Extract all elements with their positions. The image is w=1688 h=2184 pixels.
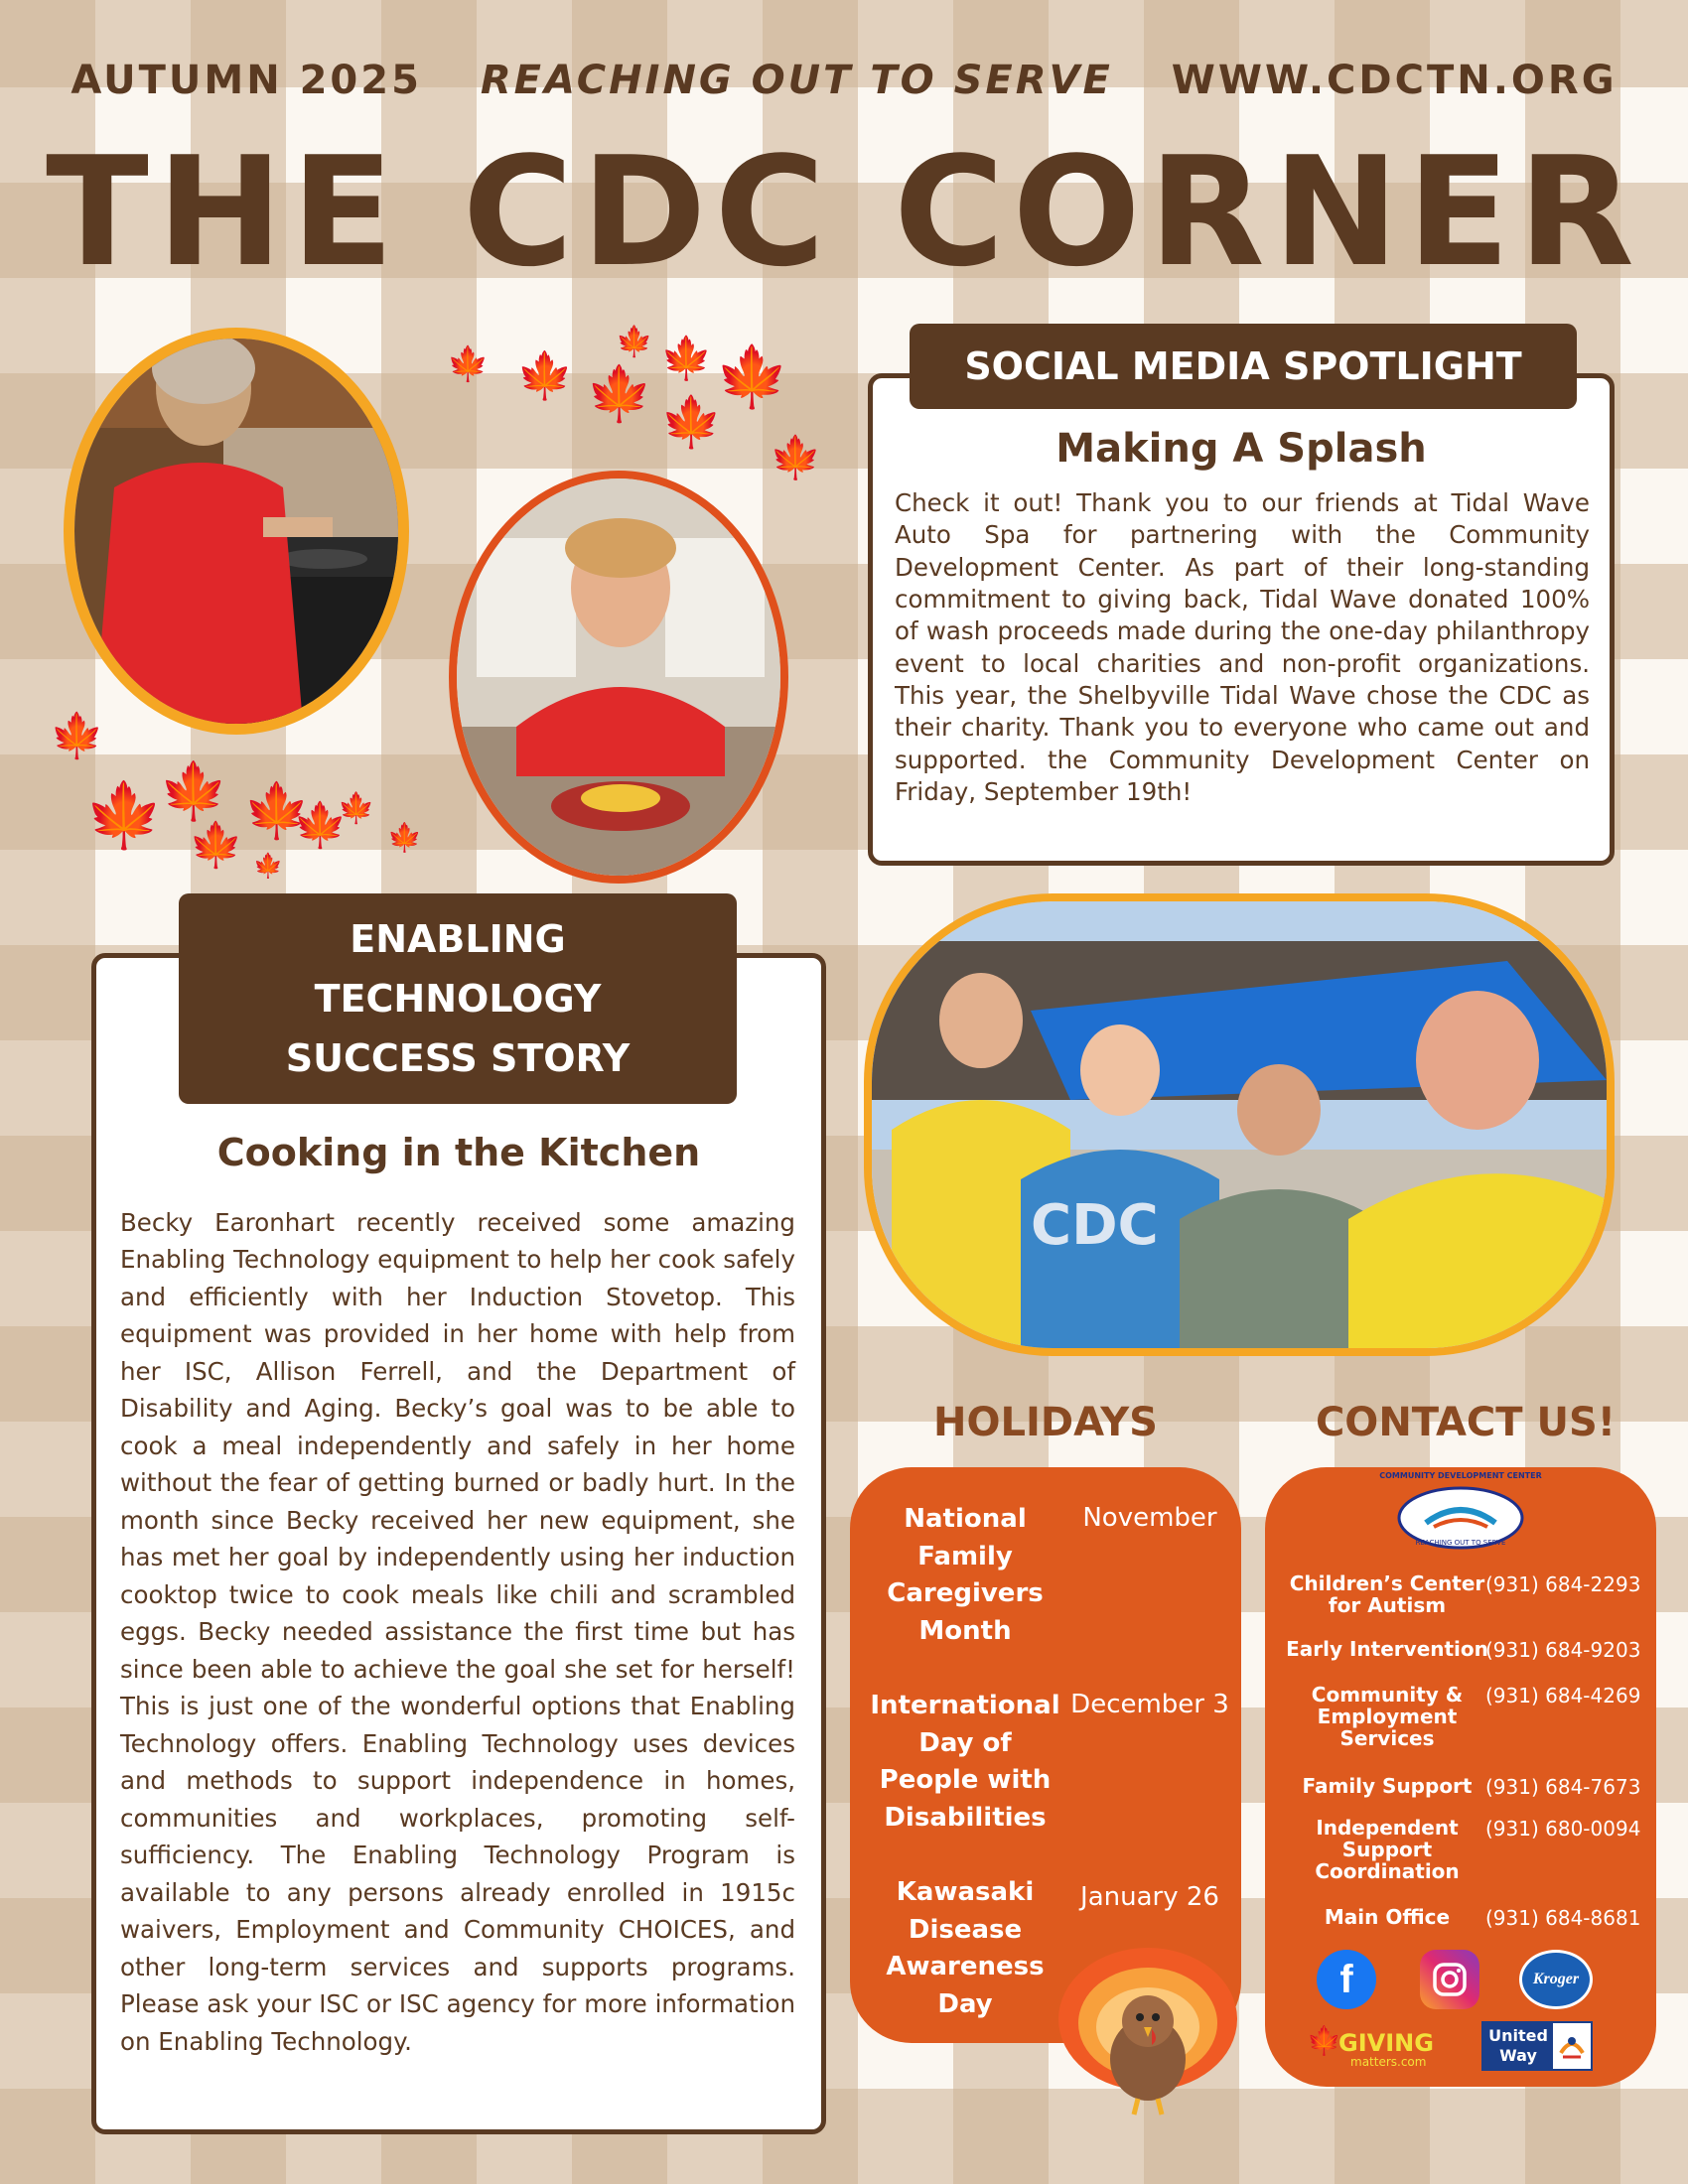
contact-name: Family Support <box>1302 1774 1473 1798</box>
photo-cooking <box>64 328 409 735</box>
holiday-name: International Day of People with Disabilities <box>870 1691 1060 1834</box>
maple-leaf-icon: 🍁 <box>586 362 653 425</box>
holidays-heading: HOLIDAYS <box>933 1400 1158 1445</box>
maple-leaf-icon: 🍁 <box>50 711 104 761</box>
contact-phone[interactable]: (931) 684-8681 <box>1485 1906 1641 1930</box>
contact-phone[interactable]: (931) 684-2293 <box>1485 1572 1641 1596</box>
maple-leaf-icon: 🍁 <box>338 791 375 826</box>
maple-leaf-icon: 🍁 <box>159 759 228 824</box>
social-spotlight-box <box>868 373 1615 866</box>
photo-group <box>864 893 1615 1356</box>
story-label-line2: TECHNOLOGY <box>314 977 602 1021</box>
instagram-icon[interactable] <box>1420 1950 1479 2009</box>
contact-name: Main Office <box>1324 1905 1451 1929</box>
maple-leaf-icon: 🍁 <box>253 852 283 880</box>
social-label: SOCIAL MEDIA SPOTLIGHT <box>910 324 1577 409</box>
logo-text: COMMUNITY DEVELOPMENT CENTER <box>1379 1471 1542 1480</box>
story-box <box>91 953 826 2134</box>
story-body: Becky Earonhart recently received some amazing Enabling Technology equipment to help her cook safely and efficiently with her Induction Stovetop. This equipment was provided in her home with help from her ISC, Allison Ferrell, and the Department of Disability and Aging. Becky’s goal was to be able to cook a meal independently and safely in her home without the fear of getting burned or badly hurt. In the month since Becky received her new equipment, she has met her goal by independently using her induction cooktop twice to cook meals like chili and scrambled eggs. Becky needed assistance the first time but has since been able to achieve the goal she set for herself! This is just one of the wonderful options that Enabling Technology offers. Enabling Technology uses devices and methods to support independence in homes, communities and workplaces, promoting self-sufficiency. The Enabling Technology Program is available to any persons already enrolled in 1915c waivers, Employment and Community CHOICES, and other long-term services and supports programs. Please ask your ISC or ISC agency for more information on Enabling Technology. <box>120 1208 795 2056</box>
giving-leaf-icon: 🍁 <box>1307 2024 1341 2057</box>
contact-name: Children’s Center for Autism <box>1289 1571 1485 1617</box>
contact-name: Community & Employment Services <box>1311 1683 1464 1750</box>
contact-heading: CONTACT US! <box>1315 1400 1617 1445</box>
story-label <box>179 893 737 1104</box>
united-way-line1: United <box>1488 2026 1548 2045</box>
maple-leaf-icon: 🍁 <box>243 779 311 842</box>
contact-panel <box>1265 1467 1656 2087</box>
maple-leaf-icon: 🍁 <box>447 344 490 384</box>
story-title: Cooking in the Kitchen <box>216 1131 701 1174</box>
maple-leaf-icon: 🍁 <box>387 821 422 854</box>
contact-name: Independent Support Coordination <box>1315 1816 1460 1883</box>
united-way-text <box>1483 2023 1553 2069</box>
tagline: REACHING OUT TO SERVE <box>480 58 1113 103</box>
facebook-icon[interactable]: f <box>1317 1950 1376 2009</box>
story-label-line3: SUCCESS STORY <box>285 1036 631 1080</box>
logo-subtext: REACHING OUT TO SERVE <box>1415 1539 1506 1547</box>
united-way-logo <box>1481 2021 1593 2071</box>
maple-leaf-icon: 🍁 <box>616 325 653 359</box>
maple-leaf-icon: 🍁 <box>293 800 348 851</box>
social-title: Making A Splash <box>1055 426 1427 472</box>
newsletter-title: THE CDC CORNER <box>46 124 1642 300</box>
leaves-left <box>40 711 427 893</box>
social-body: Check it out! Thank you to our friends at Tidal Wave Auto Spa for partnering with the Community Development Center. As part of their long-standing commitment to giving back, Tidal Wave donated 100% of wash proceeds made during the one-day philanthropy event to local charities and non-profit organizations. This year, the Shelbyville Tidal Wave chose the CDC as their charity. Thank you to everyone who came out and supported. the Community Development Center on Friday, September 19th! <box>895 488 1590 806</box>
contact-phone[interactable]: (931) 684-9203 <box>1485 1638 1641 1662</box>
contact-phone[interactable]: (931) 684-4269 <box>1485 1684 1641 1707</box>
maple-leaf-icon: 🍁 <box>516 348 574 402</box>
holiday-date: January 26 <box>1080 1882 1219 1912</box>
holiday-name: National Family Caregivers Month <box>887 1504 1044 1647</box>
story-label-line1: ENABLING <box>350 917 566 961</box>
photo-eating <box>449 471 788 884</box>
turkey-icon <box>1049 1940 1247 2118</box>
contact-phone[interactable]: (931) 680-0094 <box>1485 1817 1641 1841</box>
contact-name: Early Intervention <box>1286 1637 1488 1661</box>
giving-subtext: matters.com <box>1350 2055 1427 2069</box>
maple-leaf-icon: 🍁 <box>660 393 723 451</box>
holiday-name: Kawasaki Disease Awareness Day <box>886 1877 1045 2020</box>
holiday-date: November <box>1082 1503 1217 1533</box>
maple-leaf-icon: 🍁 <box>770 433 822 481</box>
giving-text: GIVING <box>1338 2029 1434 2057</box>
giving-matters-logo <box>1307 2023 1446 2073</box>
contact-phone[interactable]: (931) 684-7673 <box>1485 1775 1641 1799</box>
holiday-date: December 3 <box>1070 1690 1229 1719</box>
maple-leaf-icon: 🍁 <box>189 820 243 871</box>
issue-label: AUTUMN 2025 <box>70 58 422 103</box>
maple-leaf-icon: 🍁 <box>84 779 164 853</box>
maple-leaf-icon: 🍁 <box>715 342 789 412</box>
header-line <box>0 58 1688 103</box>
kroger-logo: Kroger <box>1519 1950 1593 2009</box>
team-shirt-text: CDC <box>1031 1193 1159 1258</box>
website-link[interactable]: WWW.CDCTN.ORG <box>1171 58 1618 103</box>
maple-leaf-icon: 🍁 <box>660 334 713 382</box>
united-way-hand-icon <box>1553 2023 1591 2069</box>
united-way-line2: Way <box>1499 2046 1537 2065</box>
